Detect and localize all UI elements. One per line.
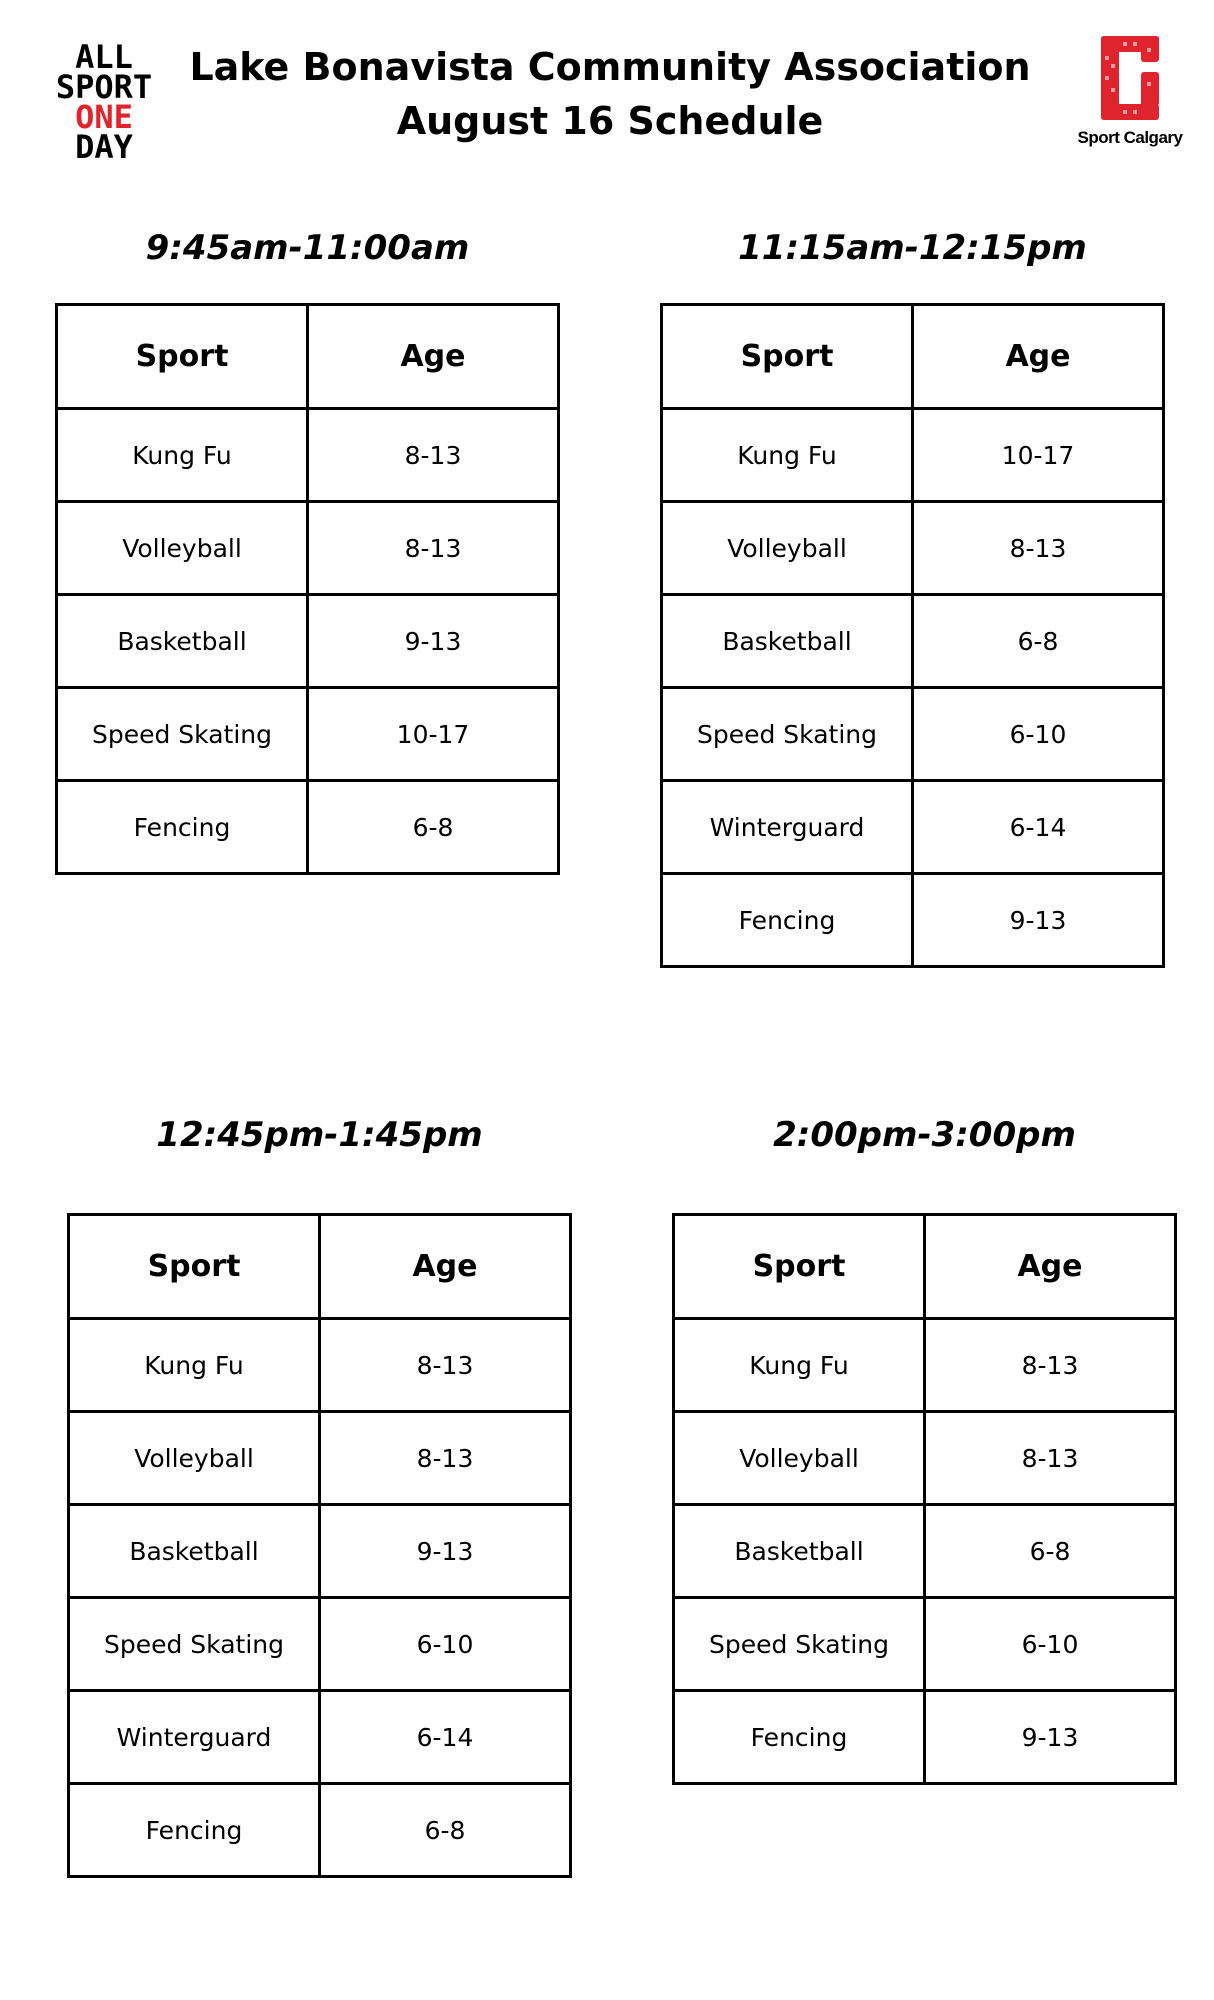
table-row <box>674 1691 1176 1784</box>
age-cell: 6-8 <box>308 781 559 874</box>
table-row <box>69 1598 571 1691</box>
logo-line-one: ONE <box>75 98 133 136</box>
sport-cell: Basketball <box>674 1505 925 1598</box>
age-cell: 8-13 <box>913 502 1164 595</box>
time-heading-3: 12:45pm-1:45pm <box>156 1115 483 1155</box>
sport-calgary-logo <box>1070 36 1190 148</box>
table-row <box>57 502 559 595</box>
table-row <box>662 409 1164 502</box>
sport-cell: Basketball <box>69 1505 320 1598</box>
age-header: Age <box>925 1215 1176 1319</box>
schedule-table-4 <box>672 1213 1177 1785</box>
table-row <box>69 1505 571 1598</box>
age-cell: 6-10 <box>320 1598 571 1691</box>
table-row <box>662 874 1164 967</box>
sport-cell: Volleyball <box>674 1412 925 1505</box>
sport-cell: Speed Skating <box>674 1598 925 1691</box>
age-cell: 6-8 <box>913 595 1164 688</box>
schedule-table-1 <box>55 303 560 875</box>
age-header: Age <box>913 305 1164 409</box>
sport-cell: Speed Skating <box>69 1598 320 1691</box>
table-header-row <box>662 305 1164 409</box>
sport-cell: Kung Fu <box>662 409 913 502</box>
age-cell: 6-10 <box>925 1598 1176 1691</box>
table-header-row <box>69 1215 571 1319</box>
age-cell: 10-17 <box>308 688 559 781</box>
sport-cell: Fencing <box>674 1691 925 1784</box>
table-row <box>674 1412 1176 1505</box>
sport-header: Sport <box>57 305 308 409</box>
table-row <box>69 1784 571 1877</box>
logo-line-all: ALL <box>75 38 133 76</box>
age-cell: 8-13 <box>925 1412 1176 1505</box>
calgary-c-icon <box>1097 36 1163 120</box>
age-cell: 10-17 <box>913 409 1164 502</box>
title-line-2: August 16 Schedule <box>396 99 824 143</box>
sport-cell: Kung Fu <box>674 1319 925 1412</box>
age-header: Age <box>308 305 559 409</box>
table-row <box>662 595 1164 688</box>
age-cell: 9-13 <box>320 1505 571 1598</box>
age-cell: 6-8 <box>925 1505 1176 1598</box>
sport-cell: Fencing <box>662 874 913 967</box>
age-cell: 6-14 <box>913 781 1164 874</box>
logo-line-day: DAY <box>75 128 133 166</box>
sport-cell: Basketball <box>57 595 308 688</box>
table-row <box>69 1691 571 1784</box>
sport-cell: Fencing <box>57 781 308 874</box>
sport-header: Sport <box>674 1215 925 1319</box>
logo-line-sport: SPORT <box>55 68 153 106</box>
sport-cell: Fencing <box>69 1784 320 1877</box>
table-row <box>69 1412 571 1505</box>
sport-cell: Winterguard <box>69 1691 320 1784</box>
time-heading-1: 9:45am-11:00am <box>145 228 470 268</box>
sport-cell: Speed Skating <box>57 688 308 781</box>
all-sport-one-day-logo <box>34 38 174 166</box>
table-row <box>57 688 559 781</box>
sport-cell: Volleyball <box>69 1412 320 1505</box>
table-row <box>69 1319 571 1412</box>
sport-cell: Speed Skating <box>662 688 913 781</box>
sport-cell: Volleyball <box>662 502 913 595</box>
table-row <box>662 781 1164 874</box>
sport-cell: Kung Fu <box>69 1319 320 1412</box>
time-heading-2: 11:15am-12:15pm <box>738 228 1087 268</box>
age-cell: 6-10 <box>913 688 1164 781</box>
table-row <box>57 595 559 688</box>
time-heading-4: 2:00pm-3:00pm <box>773 1115 1076 1155</box>
sport-header: Sport <box>69 1215 320 1319</box>
table-header-row <box>674 1215 1176 1319</box>
age-cell: 9-13 <box>925 1691 1176 1784</box>
table-row <box>674 1319 1176 1412</box>
table-row <box>674 1505 1176 1598</box>
page-title <box>180 40 1040 148</box>
table-row <box>662 502 1164 595</box>
schedule-table-3 <box>67 1213 572 1878</box>
age-cell: 8-13 <box>308 502 559 595</box>
age-cell: 8-13 <box>320 1319 571 1412</box>
age-cell: 8-13 <box>925 1319 1176 1412</box>
table-row <box>662 688 1164 781</box>
sport-header: Sport <box>662 305 913 409</box>
sport-cell: Winterguard <box>662 781 913 874</box>
table-row <box>57 781 559 874</box>
sport-calgary-text: Sport Calgary <box>1077 128 1183 147</box>
table-row <box>674 1598 1176 1691</box>
age-cell: 9-13 <box>913 874 1164 967</box>
sport-cell: Volleyball <box>57 502 308 595</box>
title-line-1: Lake Bonavista Community Association <box>189 45 1031 89</box>
sport-cell: Basketball <box>662 595 913 688</box>
age-cell: 8-13 <box>320 1412 571 1505</box>
table-row <box>57 409 559 502</box>
age-cell: 9-13 <box>308 595 559 688</box>
age-header: Age <box>320 1215 571 1319</box>
age-cell: 6-8 <box>320 1784 571 1877</box>
table-header-row <box>57 305 559 409</box>
age-cell: 8-13 <box>308 409 559 502</box>
schedule-table-2 <box>660 303 1165 968</box>
age-cell: 6-14 <box>320 1691 571 1784</box>
sport-cell: Kung Fu <box>57 409 308 502</box>
